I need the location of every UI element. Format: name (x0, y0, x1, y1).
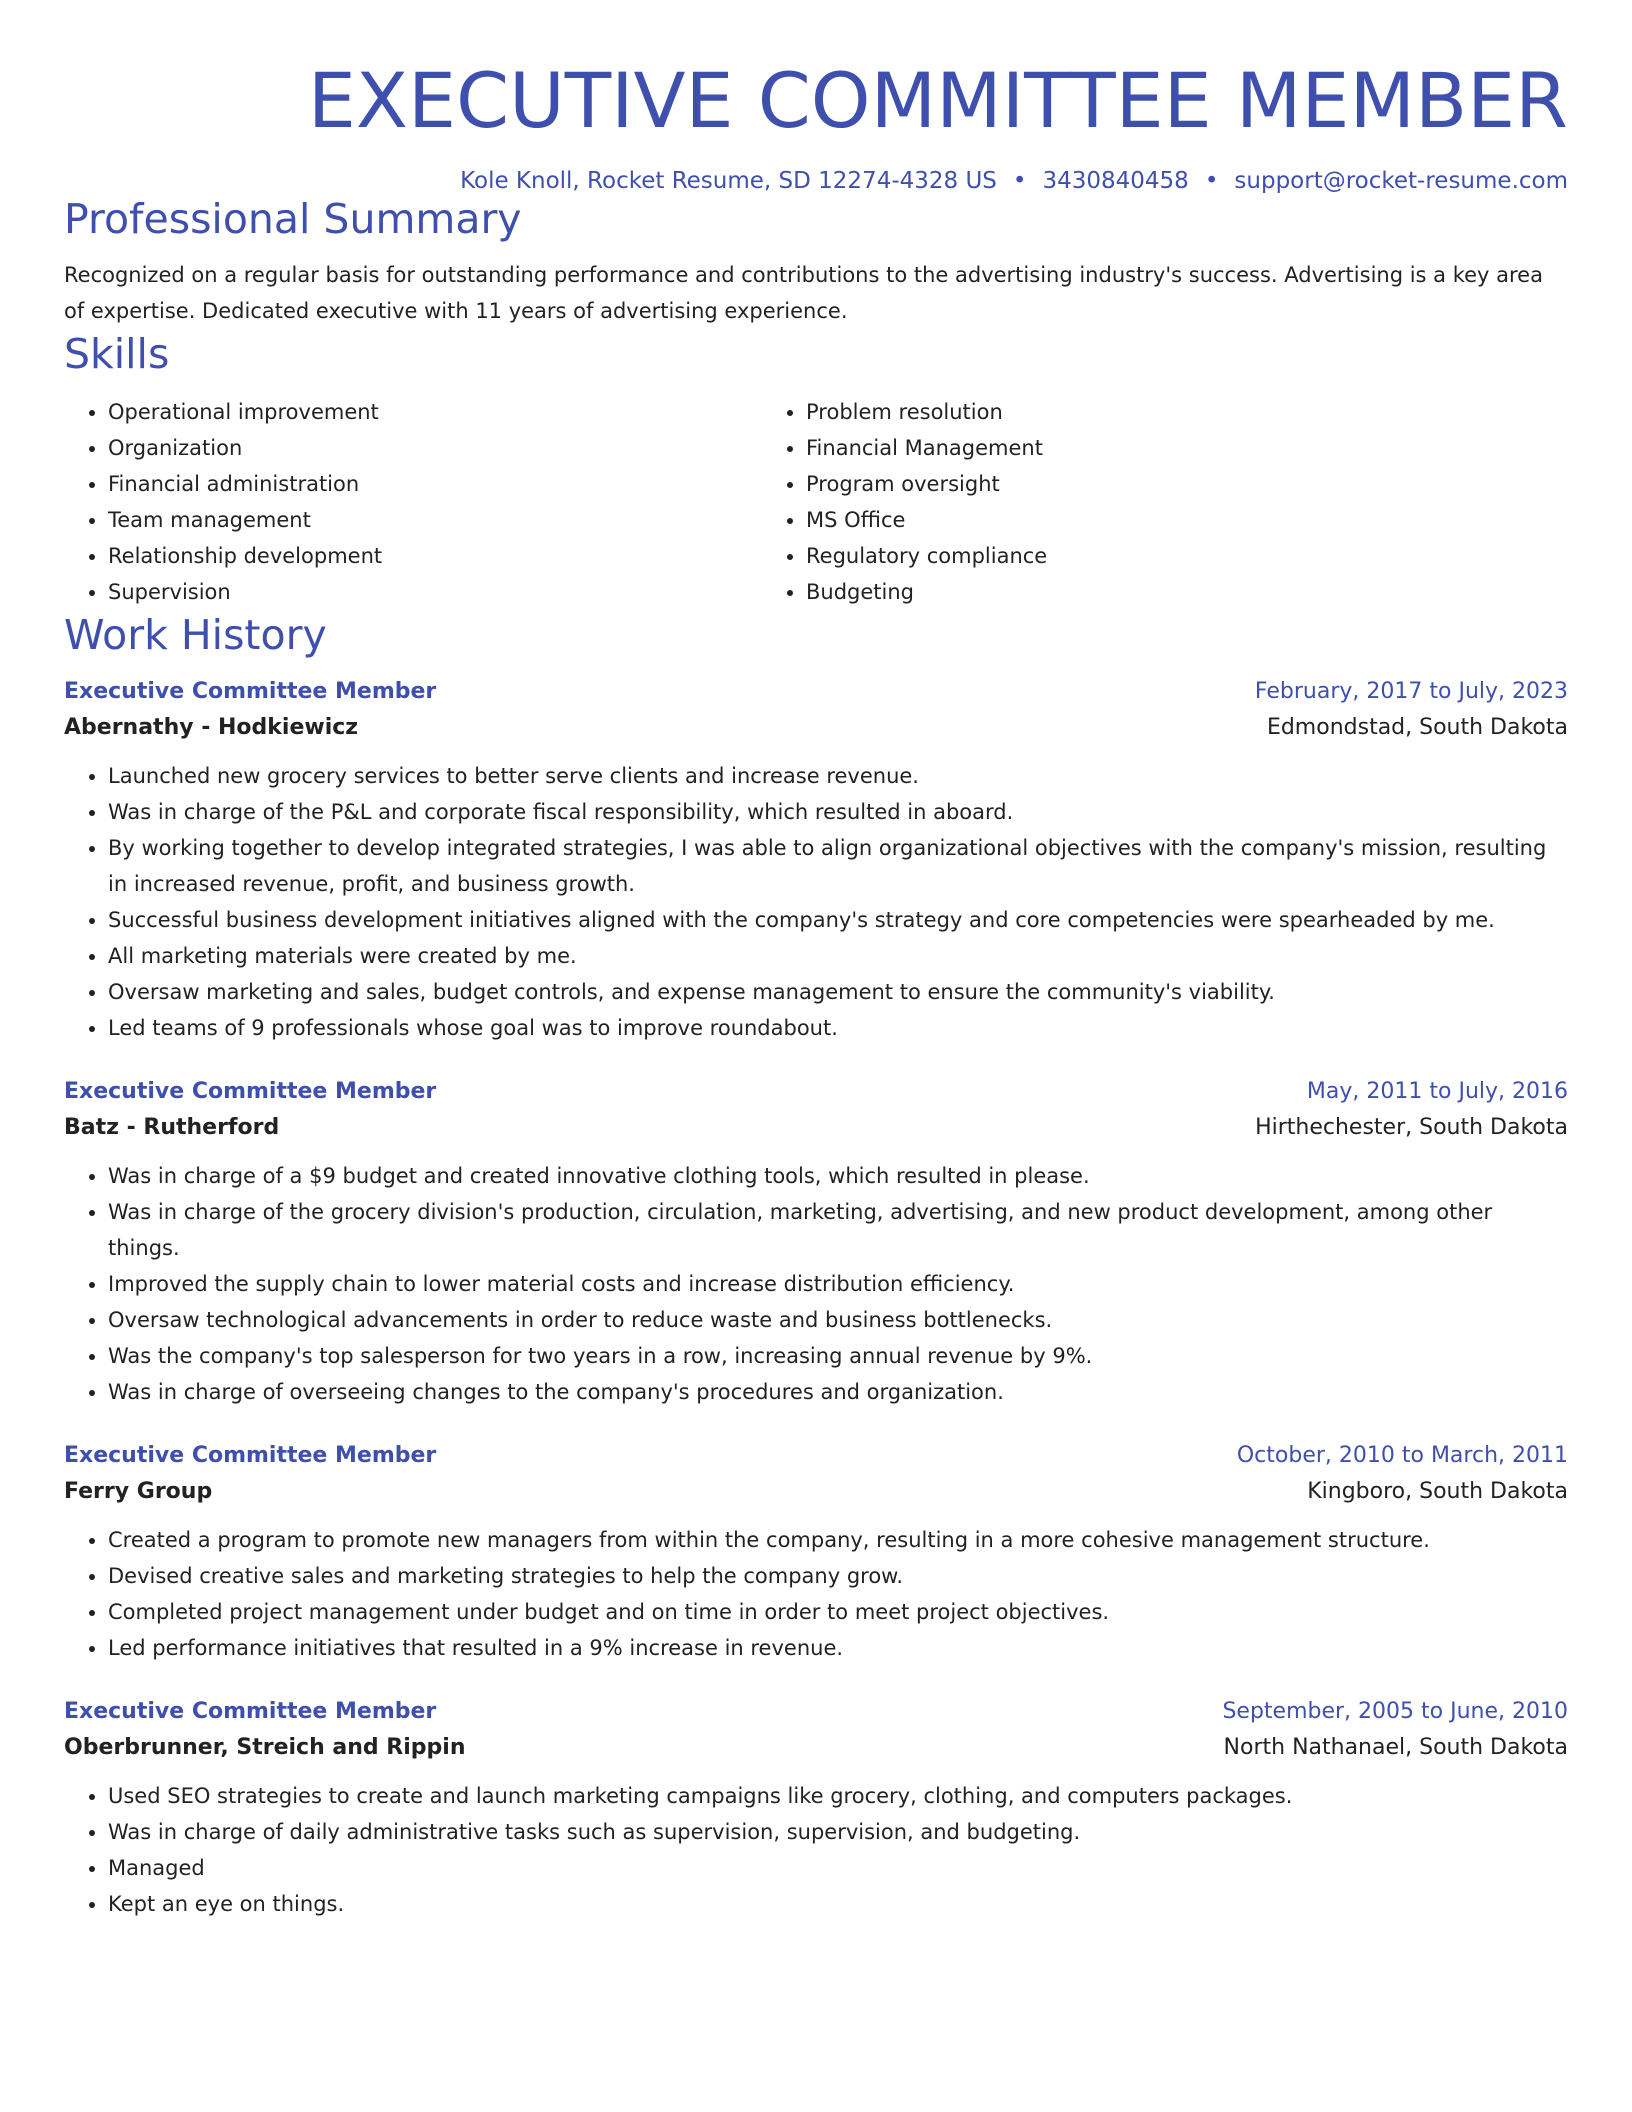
skill-item: • Problem resolution (806, 394, 1460, 430)
job-company-row (64, 1109, 1568, 1147)
job-bullet: • Improved the supply chain to lower material costs and increase distribution efficiency. (108, 1266, 1568, 1302)
job-bullet: • Launched new grocery services to better serve clients and increase revenue. (108, 758, 1568, 794)
contact-phone: 3430840458 (1042, 168, 1189, 194)
skills-heading: Skills (64, 330, 170, 378)
job-role: Executive Committee Member (64, 1443, 437, 1468)
contact-separator: • (1012, 168, 1027, 194)
skill-item: • Team management (108, 502, 762, 538)
job-bullet: • Was in charge of the grocery division's production, circulation, marketing, advertising, and new product development, among other things. (108, 1194, 1568, 1266)
job-company: Oberbrunner, Streich and Rippin (64, 1735, 466, 1760)
skill-item: • Financial Management (806, 430, 1460, 466)
job-bullets (64, 1158, 1568, 1410)
job-bullet: • Led performance initiatives that resulted in a 9% increase in revenue. (108, 1630, 1568, 1666)
job-bullet: • By working together to develop integrated strategies, I was able to align organizational objectives with the company's mission, resulting in increased revenue, profit, and business growth. (108, 830, 1568, 902)
job-role: Executive Committee Member (64, 1079, 437, 1104)
skill-item: • MS Office (806, 502, 1460, 538)
skill-item: • Regulatory compliance (806, 538, 1460, 574)
job-bullet: • Kept an eye on things. (108, 1886, 1568, 1922)
skills-list (64, 394, 1568, 610)
job-bullet: • Was the company's top salesperson for two years in a row, increasing annual revenue by 9%. (108, 1338, 1568, 1374)
contact-line (64, 168, 1568, 194)
job-bullet: • Successful business development initiatives aligned with the company's strategy and core competencies were spearheaded by me. (108, 902, 1568, 938)
summary-heading: Professional Summary (64, 195, 522, 243)
job-company-row (64, 1473, 1568, 1511)
job-bullet: • Oversaw marketing and sales, budget controls, and expense management to ensure the community's viability. (108, 974, 1568, 1010)
skills-column-right (762, 394, 1460, 610)
job-dates: May, 2011 to July, 2016 (1306, 1079, 1568, 1104)
job-bullet: • Used SEO strategies to create and launch marketing campaigns like grocery, clothing, and computers packages. (108, 1778, 1568, 1814)
page-title: EXECUTIVE COMMITTEE MEMBER (307, 56, 1568, 145)
contact-address: Kole Knoll, Rocket Resume, SD 12274-4328 US (460, 168, 997, 194)
job-bullet: • Devised creative sales and marketing strategies to help the company grow. (108, 1558, 1568, 1594)
skills-column-left (64, 394, 762, 610)
job-bullet: • Completed project management under budget and on time in order to meet project objectives. (108, 1594, 1568, 1630)
summary-text: Recognized on a regular basis for outstanding performance and contributions to the advertising industry's success. Advertising is a key area of expertise. Dedicated executive with 11 years of advertising experience. (64, 263, 1543, 323)
job-role: Executive Committee Member (64, 679, 437, 704)
job-dates: February, 2017 to July, 2023 (1254, 679, 1568, 704)
contact-email: support@rocket-resume.com (1234, 168, 1568, 194)
job-dates: October, 2010 to March, 2011 (1236, 1443, 1568, 1468)
job-header-row (64, 1695, 1568, 1729)
job-bullets (64, 1778, 1568, 1922)
skill-item: • Relationship development (108, 538, 762, 574)
job-bullets (64, 1522, 1568, 1666)
job-location: Hirthechester, South Dakota (1255, 1115, 1568, 1140)
skill-item: • Financial administration (108, 466, 762, 502)
resume-page (64, 0, 1568, 1922)
job-entry (64, 1075, 1568, 1410)
job-bullets (64, 758, 1568, 1046)
skill-item: • Operational improvement (108, 394, 762, 430)
job-dates: September, 2005 to June, 2010 (1222, 1699, 1568, 1724)
skill-item: • Budgeting (806, 574, 1460, 610)
job-bullet: • All marketing materials were created by me. (108, 938, 1568, 974)
job-entry (64, 1439, 1568, 1666)
job-bullet: • Oversaw technological advancements in order to reduce waste and business bottlenecks. (108, 1302, 1568, 1338)
contact-separator: • (1204, 168, 1219, 194)
skill-item: • Supervision (108, 574, 762, 610)
job-bullet: • Managed (108, 1850, 1568, 1886)
job-bullet: • Was in charge of overseeing changes to the company's procedures and organization. (108, 1374, 1568, 1410)
job-company-row (64, 709, 1568, 747)
job-company-row (64, 1729, 1568, 1767)
job-bullet: • Was in charge of daily administrative tasks such as supervision, supervision, and budgeting. (108, 1814, 1568, 1850)
job-bullet: • Was in charge of the P&L and corporate fiscal responsibility, which resulted in aboard. (108, 794, 1568, 830)
job-location: Kingboro, South Dakota (1307, 1479, 1568, 1504)
job-header-row (64, 675, 1568, 709)
job-header-row (64, 1439, 1568, 1473)
job-bullet: • Created a program to promote new managers from within the company, resulting in a more cohesive management structure. (108, 1522, 1568, 1558)
job-company: Ferry Group (64, 1479, 213, 1504)
job-entry (64, 1695, 1568, 1922)
job-bullet: • Was in charge of a $9 budget and created innovative clothing tools, which resulted in please. (108, 1158, 1568, 1194)
job-entry (64, 675, 1568, 1046)
job-bullet: • Led teams of 9 professionals whose goal was to improve roundabout. (108, 1010, 1568, 1046)
job-company: Abernathy - Hodkiewicz (64, 715, 359, 740)
job-location: Edmondstad, South Dakota (1266, 715, 1568, 740)
skill-item: • Program oversight (806, 466, 1460, 502)
work-history-heading: Work History (64, 611, 327, 659)
job-role: Executive Committee Member (64, 1699, 437, 1724)
skill-item: • Organization (108, 430, 762, 466)
job-company: Batz - Rutherford (64, 1115, 280, 1140)
job-location: North Nathanael, South Dakota (1223, 1735, 1568, 1760)
job-header-row (64, 1075, 1568, 1109)
